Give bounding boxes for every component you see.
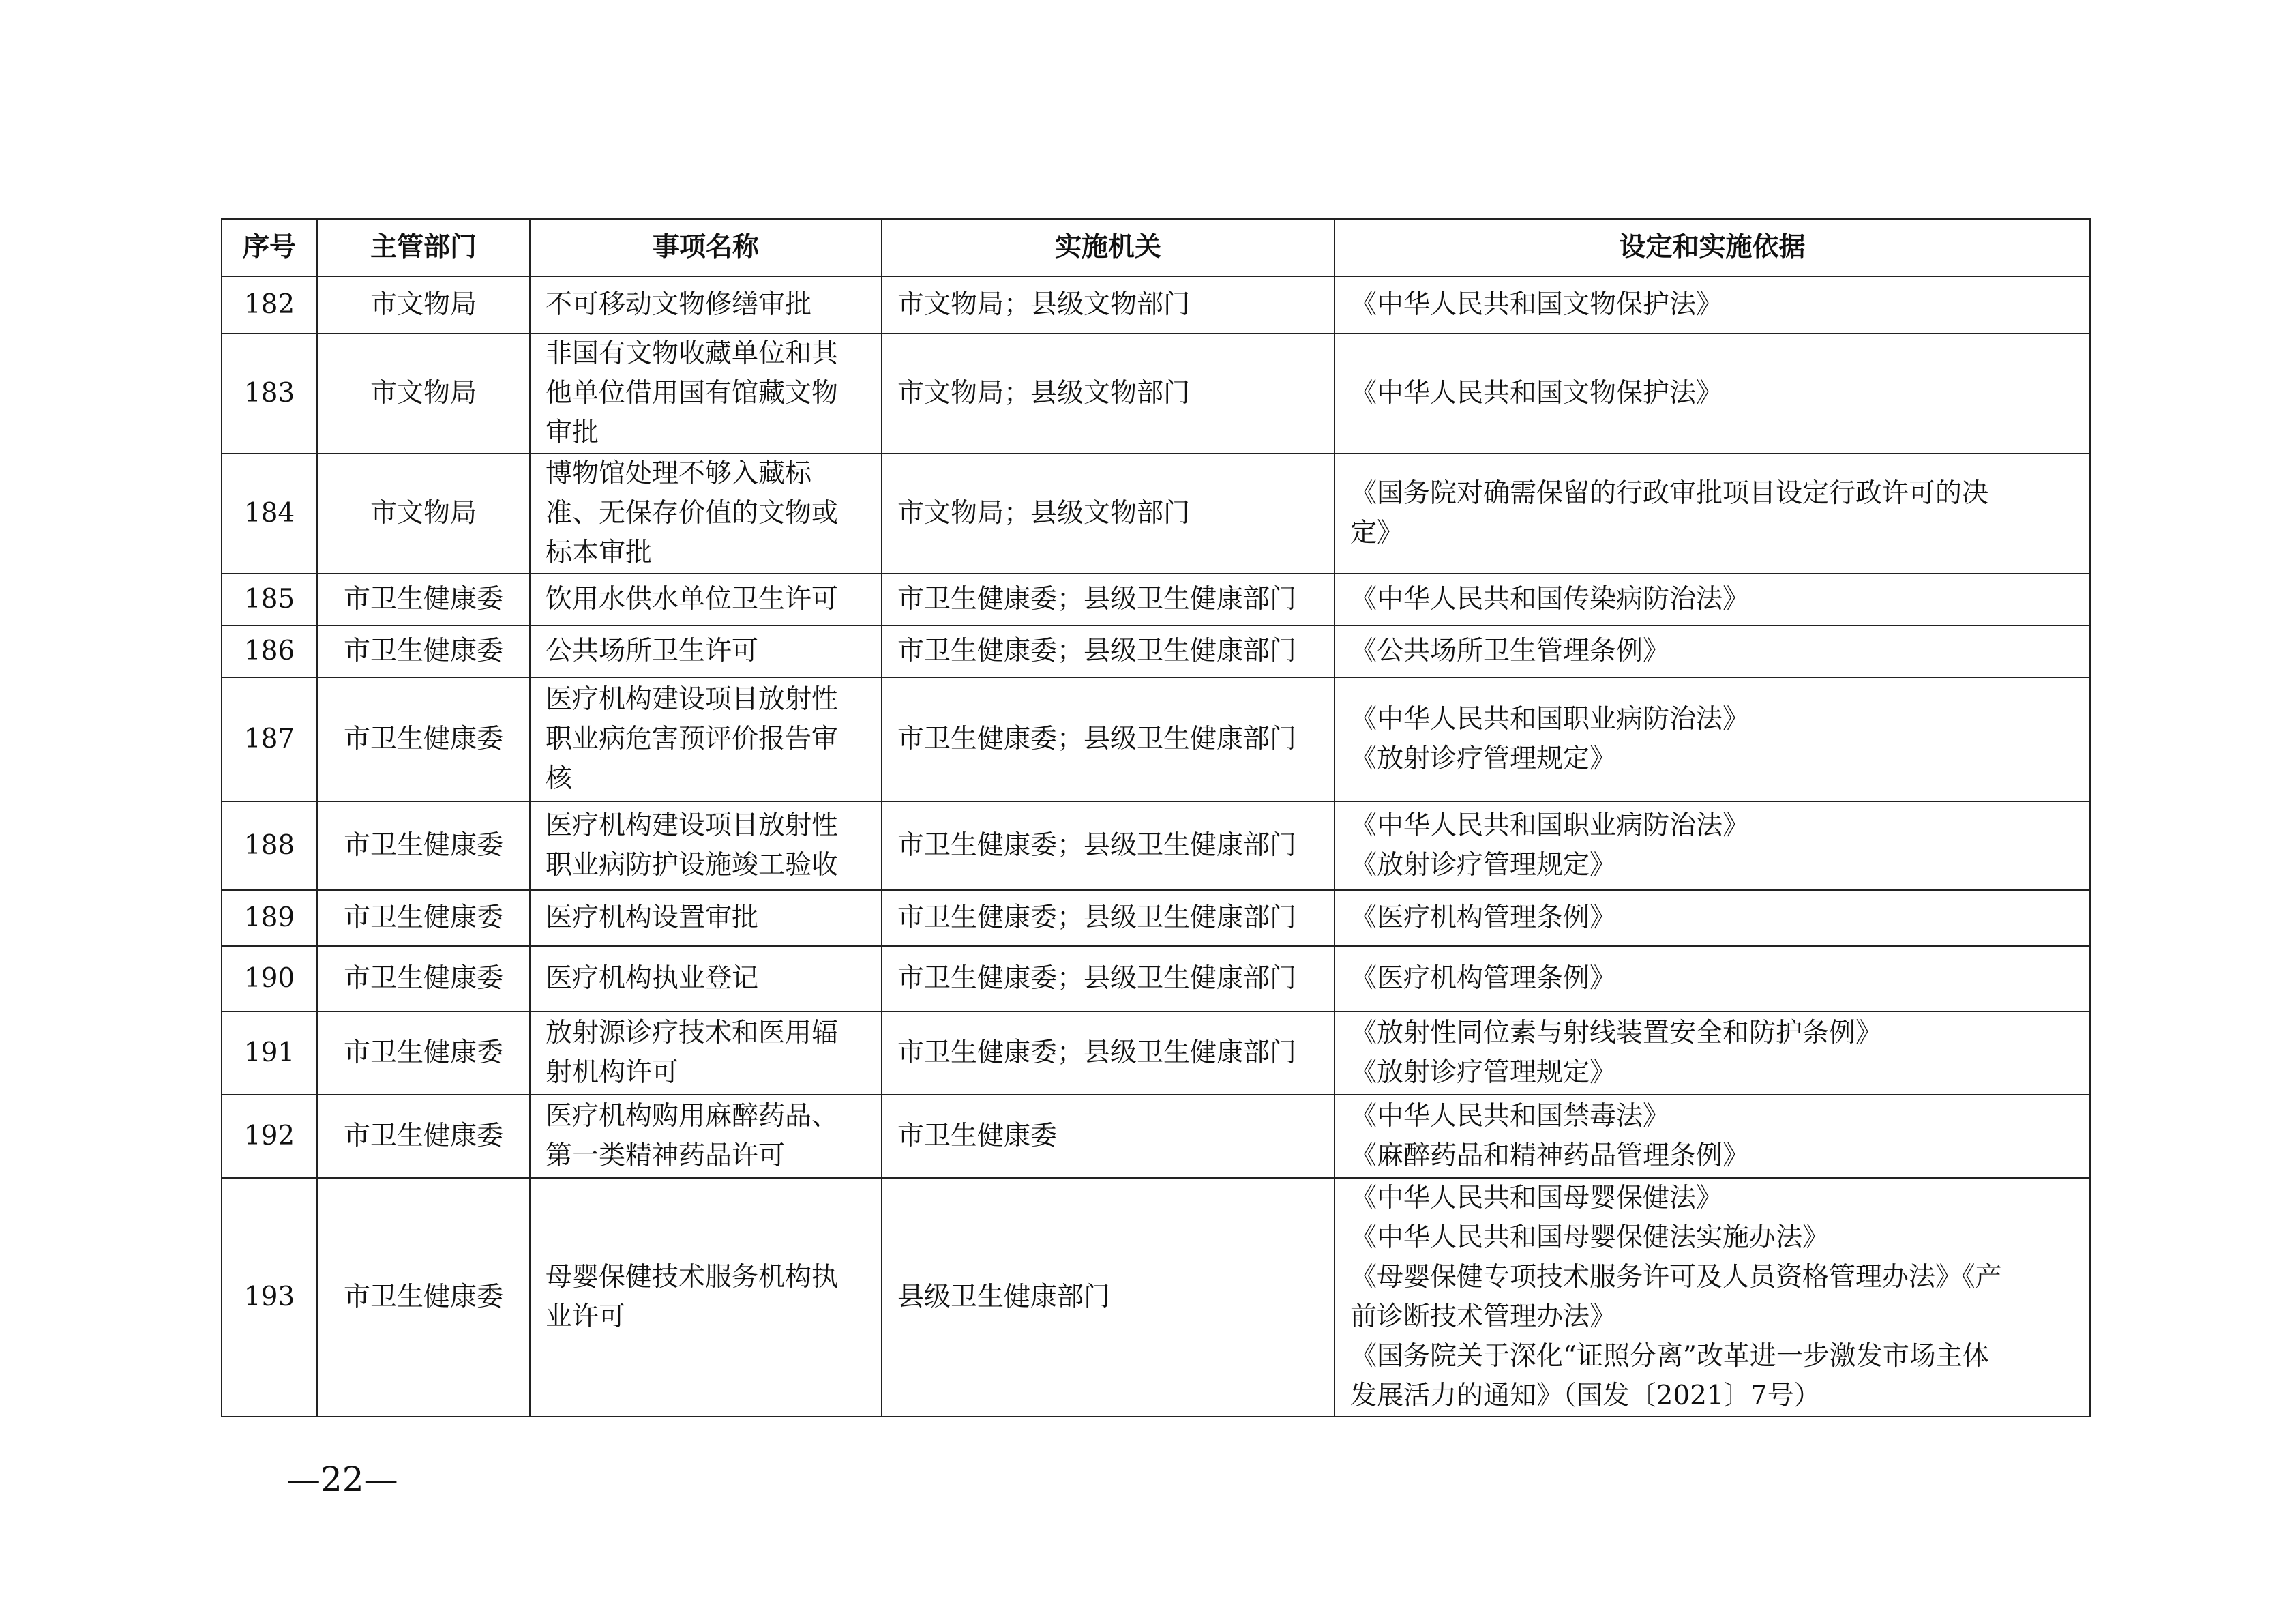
item-name-cell: [530, 334, 882, 454]
permit-table: [221, 218, 2091, 1417]
item-name-cell-line: 射机构许可: [546, 1057, 679, 1088]
item-name-cell-line: 放射源诊疗技术和医用辐: [546, 1018, 839, 1048]
legal-basis-cell-line: 《中华人民共和国传染病防治法》: [1350, 584, 1750, 615]
implementing-agency-cell: 县级卫生健康部门: [882, 1178, 1335, 1417]
item-name-cell-line: 医疗机构建设项目放射性: [546, 684, 839, 715]
table-row: [222, 890, 2090, 946]
legal-basis-cell-line: 发展活力的通知》（国发〔2021〕7号）: [1350, 1381, 1821, 1411]
legal-basis-cell-line: 《放射性同位素与射线装置安全和防护条例》: [1350, 1018, 1883, 1048]
implementing-agency-cell: 市卫生健康委；县级卫生健康部门: [882, 1012, 1335, 1095]
item-name-cell: [530, 677, 882, 801]
item-name-cell: [530, 574, 882, 625]
implementing-agency-cell: 市卫生健康委；县级卫生健康部门: [882, 574, 1335, 625]
legal-basis-cell: [1335, 1012, 2090, 1095]
table-row: [222, 677, 2090, 801]
header-item-name: 事项名称: [530, 219, 882, 276]
serial-number-cell: 187: [222, 677, 317, 801]
legal-basis-cell: [1335, 801, 2090, 890]
department-cell: 市卫生健康委: [317, 801, 530, 890]
legal-basis-cell-line: 定》: [1350, 518, 1404, 548]
legal-basis-cell-line: 《中华人民共和国文物保护法》: [1350, 378, 1723, 409]
item-name-cell-line: 博物馆处理不够入藏标: [546, 458, 812, 489]
item-name-cell-line: 业许可: [546, 1301, 626, 1332]
implementing-agency-cell: 市卫生健康委: [882, 1095, 1335, 1178]
legal-basis-cell-line: 《放射诊疗管理规定》: [1350, 743, 1617, 774]
department-cell: 市文物局: [317, 454, 530, 574]
department-cell: 市卫生健康委: [317, 1178, 530, 1417]
legal-basis-cell: [1335, 946, 2090, 1012]
legal-basis-cell-line: 前诊断技术管理办法》: [1350, 1301, 1617, 1332]
item-name-cell: [530, 1012, 882, 1095]
serial-number-cell: 186: [222, 625, 317, 677]
serial-number-cell: 192: [222, 1095, 317, 1178]
item-name-cell: [530, 625, 882, 677]
legal-basis-cell-line: 《国务院关于深化“证照分离”改革进一步激发市场主体: [1350, 1341, 1989, 1372]
item-name-cell-line: 职业病危害预评价报告审: [546, 724, 839, 754]
page-number: —22—: [286, 1460, 398, 1499]
legal-basis-cell-line: 《放射诊疗管理规定》: [1350, 850, 1617, 881]
department-cell: 市卫生健康委: [317, 677, 530, 801]
table-row: [222, 276, 2090, 334]
item-name-cell-line: 医疗机构设置审批: [546, 902, 759, 933]
department-cell: 市卫生健康委: [317, 625, 530, 677]
table-body: [222, 276, 2090, 1417]
permit-table-sheet: [221, 218, 2089, 1417]
table-row: [222, 1095, 2090, 1178]
item-name-cell-line: 医疗机构建设项目放射性: [546, 810, 839, 841]
implementing-agency-cell: 市文物局；县级文物部门: [882, 276, 1335, 334]
item-name-cell-line: 非国有文物收藏单位和其: [546, 338, 839, 369]
legal-basis-cell-line: 《中华人民共和国文物保护法》: [1350, 289, 1723, 320]
serial-number-cell: 191: [222, 1012, 317, 1095]
legal-basis-cell-line: 《麻醉药品和精神药品管理条例》: [1350, 1140, 1750, 1171]
item-name-cell-line: 饮用水供水单位卫生许可: [546, 584, 839, 615]
serial-number-cell: 183: [222, 334, 317, 454]
implementing-agency-cell: 市文物局；县级文物部门: [882, 454, 1335, 574]
department-cell: 市文物局: [317, 276, 530, 334]
implementing-agency-cell: 市卫生健康委；县级卫生健康部门: [882, 890, 1335, 946]
table-header-row: [222, 219, 2090, 276]
serial-number-cell: 182: [222, 276, 317, 334]
table-row: [222, 625, 2090, 677]
legal-basis-cell-line: 《放射诊疗管理规定》: [1350, 1057, 1617, 1088]
item-name-cell-line: 医疗机构执业登记: [546, 963, 759, 994]
serial-number-cell: 188: [222, 801, 317, 890]
department-cell: 市卫生健康委: [317, 946, 530, 1012]
implementing-agency-cell: 市文物局；县级文物部门: [882, 334, 1335, 454]
table-row: [222, 1178, 2090, 1417]
legal-basis-cell: [1335, 1095, 2090, 1178]
item-name-cell-line: 母婴保健技术服务机构执: [546, 1262, 839, 1293]
item-name-cell: [530, 1178, 882, 1417]
legal-basis-cell: [1335, 454, 2090, 574]
item-name-cell-line: 准、无保存价值的文物或: [546, 498, 839, 529]
item-name-cell: [530, 946, 882, 1012]
item-name-cell: [530, 801, 882, 890]
header-implementing-agency: 实施机关: [882, 219, 1335, 276]
table-row: [222, 574, 2090, 625]
legal-basis-cell: [1335, 574, 2090, 625]
item-name-cell-line: 不可移动文物修缮审批: [546, 289, 812, 320]
legal-basis-cell: [1335, 276, 2090, 334]
table-row: [222, 946, 2090, 1012]
legal-basis-cell-line: 《国务院对确需保留的行政审批项目设定行政许可的决: [1350, 478, 1989, 509]
header-department: 主管部门: [317, 219, 530, 276]
legal-basis-cell: [1335, 677, 2090, 801]
implementing-agency-cell: 市卫生健康委；县级卫生健康部门: [882, 625, 1335, 677]
header-serial-number: 序号: [222, 219, 317, 276]
item-name-cell-line: 职业病防护设施竣工验收: [546, 850, 839, 881]
legal-basis-cell: [1335, 625, 2090, 677]
department-cell: 市卫生健康委: [317, 1012, 530, 1095]
item-name-cell-line: 他单位借用国有馆藏文物: [546, 378, 839, 409]
serial-number-cell: 185: [222, 574, 317, 625]
header-legal-basis: 设定和实施依据: [1335, 219, 2090, 276]
department-cell: 市卫生健康委: [317, 1095, 530, 1178]
item-name-cell-line: 公共场所卫生许可: [546, 636, 759, 666]
item-name-cell-line: 审批: [546, 417, 599, 448]
legal-basis-cell-line: 《医疗机构管理条例》: [1350, 902, 1617, 933]
implementing-agency-cell: 市卫生健康委；县级卫生健康部门: [882, 801, 1335, 890]
legal-basis-cell-line: 《医疗机构管理条例》: [1350, 963, 1617, 994]
legal-basis-cell: [1335, 334, 2090, 454]
implementing-agency-cell: 市卫生健康委；县级卫生健康部门: [882, 946, 1335, 1012]
table-row: [222, 454, 2090, 574]
legal-basis-cell-line: 《公共场所卫生管理条例》: [1350, 636, 1670, 666]
legal-basis-cell: [1335, 1178, 2090, 1417]
item-name-cell: [530, 454, 882, 574]
item-name-cell: [530, 890, 882, 946]
serial-number-cell: 190: [222, 946, 317, 1012]
table-row: [222, 1012, 2090, 1095]
department-cell: 市卫生健康委: [317, 890, 530, 946]
legal-basis-cell-line: 《中华人民共和国母婴保健法实施办法》: [1350, 1222, 1830, 1253]
serial-number-cell: 184: [222, 454, 317, 574]
table-row: [222, 801, 2090, 890]
item-name-cell-line: 医疗机构购用麻醉药品、: [546, 1101, 839, 1132]
legal-basis-cell-line: 《中华人民共和国职业病防治法》: [1350, 704, 1750, 735]
department-cell: 市文物局: [317, 334, 530, 454]
department-cell: 市卫生健康委: [317, 574, 530, 625]
item-name-cell: [530, 276, 882, 334]
item-name-cell-line: 第一类精神药品许可: [546, 1140, 786, 1171]
serial-number-cell: 189: [222, 890, 317, 946]
legal-basis-cell: [1335, 890, 2090, 946]
legal-basis-cell-line: 《中华人民共和国母婴保健法》: [1350, 1183, 1723, 1213]
item-name-cell: [530, 1095, 882, 1178]
table-row: [222, 334, 2090, 454]
item-name-cell-line: 核: [546, 763, 573, 794]
legal-basis-cell-line: 《中华人民共和国职业病防治法》: [1350, 810, 1750, 841]
implementing-agency-cell: 市卫生健康委；县级卫生健康部门: [882, 677, 1335, 801]
item-name-cell-line: 标本审批: [546, 537, 653, 568]
serial-number-cell: 193: [222, 1178, 317, 1417]
legal-basis-cell-line: 《母婴保健专项技术服务许可及人员资格管理办法》《产: [1350, 1262, 2002, 1293]
legal-basis-cell-line: 《中华人民共和国禁毒法》: [1350, 1101, 1670, 1132]
